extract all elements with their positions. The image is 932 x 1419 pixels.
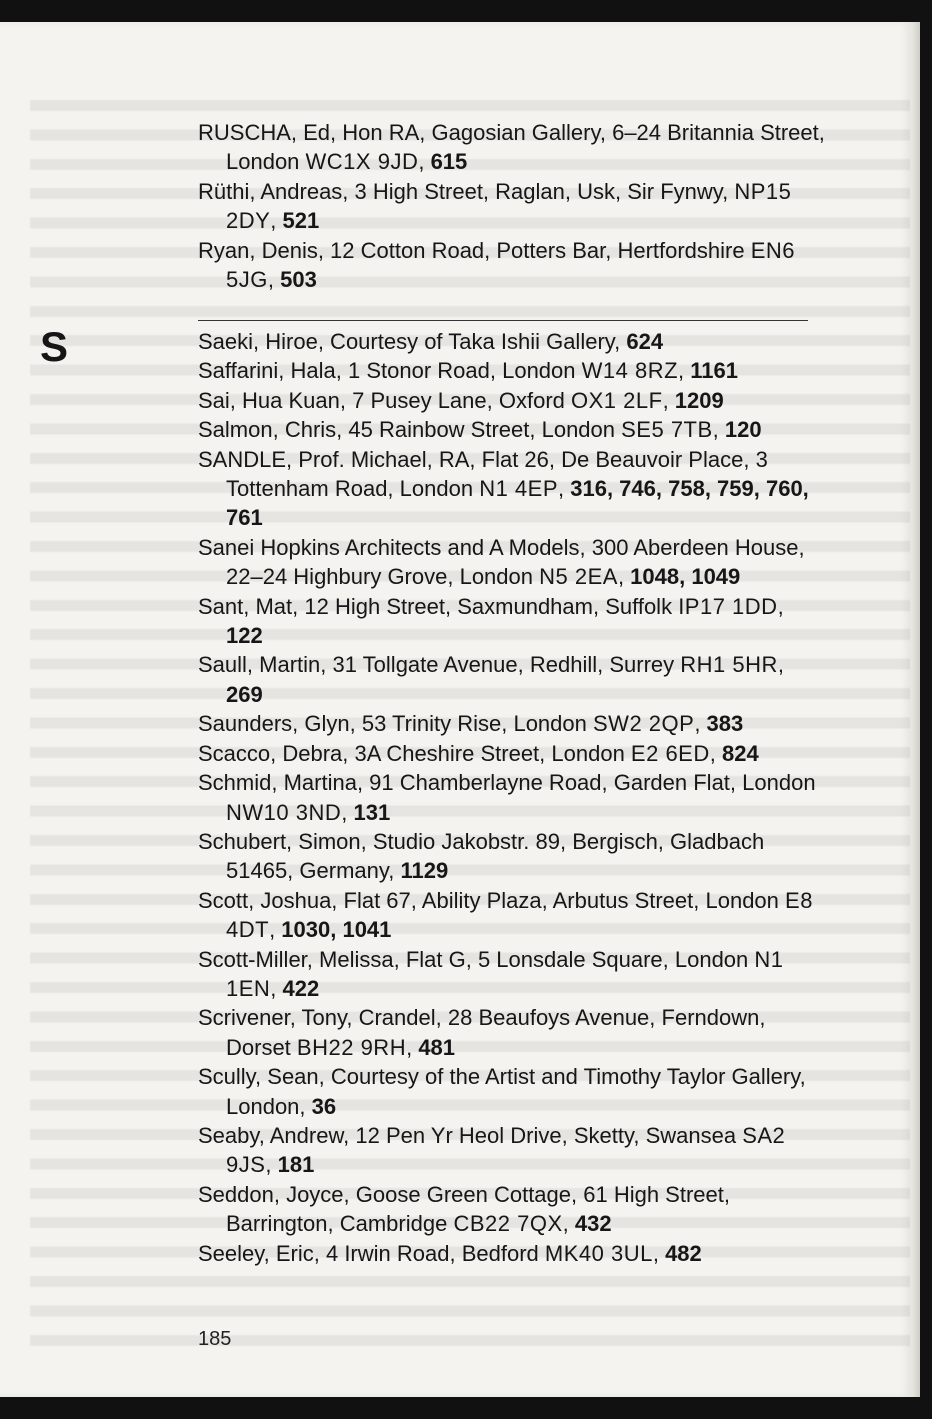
index-entry: [198, 1062, 818, 1121]
entry-postcode: CB22 7QX: [453, 1211, 563, 1237]
entry-pages: 521: [282, 208, 320, 234]
entry-text: Schubert, Simon, Studio Jakobstr. 89, Bergisch, Gladbach 51465, Germany,: [198, 828, 765, 884]
index-entry: Scrivener, Tony, Crandel, 28 Beaufoys Avenue, Ferndown, Dorset BH22 9RH, 481: [198, 1005, 766, 1060]
index-entry: Saull, Martin, 31 Tollgate Avenue, Redhill, Surrey RH1 5HR, 269: [198, 652, 785, 707]
entry-postcode: BH22 9RH: [296, 1034, 407, 1060]
entries-r-list: [198, 118, 838, 294]
entry-pages: 316, 746, 758, 759, 760, 761: [226, 476, 809, 531]
entry-text: Schmid, Martina, 91 Chamberlayne Road, Garden Flat, London: [198, 770, 816, 796]
page-edge: [912, 22, 920, 1397]
entry-postcode: NP15 2DY: [226, 178, 792, 234]
index-entry: Scott-Miller, Melissa, Flat G, 5 Lonsdale Square, London N1 1EN, 422: [198, 946, 784, 1001]
index-entry: Seddon, Joyce, Goose Green Cottage, 61 High Street, Barrington, Cambridge CB22 7QX, 432: [198, 1181, 730, 1237]
entry-pages: 482: [665, 1240, 702, 1266]
entry-text: Seeley, Eric, 4 Irwin Road, Bedford: [198, 1240, 545, 1266]
entry-postcode: N5 2EA: [539, 564, 618, 590]
entry-text: Saeki, Hiroe, Courtesy of Taka Ishii Gallery,: [198, 329, 627, 354]
entry-postcode: SE5 7TB: [621, 417, 713, 443]
entry-text: Scrivener, Tony, Crandel, 28 Beaufoys Avenue, Ferndown, Dorset: [198, 1005, 766, 1060]
entry-text: Scully, Sean, Courtesy of the Artist and Timothy Taylor Gallery, London,: [198, 1064, 806, 1119]
entry-postcode: N1 4EP: [479, 476, 559, 502]
entry-text: Ryan, Denis, 12 Cotton Road, Potters Bar, Hertfordshire: [198, 237, 751, 263]
index-entry: [198, 327, 818, 356]
entry-postcode: N1 1EN: [226, 946, 784, 1001]
entry-postcode: SA2 9JS: [226, 1122, 786, 1178]
entry-postcode: EN6 5JG: [226, 237, 796, 293]
entry-pages: 269: [226, 681, 263, 707]
entry-text: SANDLE, Prof. Michael, RA, Flat 26, De Beauvoir Place, 3 Tottenham Road, London: [198, 446, 768, 502]
entry-postcode: IP17 1DD: [678, 593, 778, 619]
entry-postcode: W14 8RZ: [581, 358, 679, 384]
entry-text: Salmon, Chris, 45 Rainbow Street, London: [198, 417, 622, 443]
index-entry: Scott, Joshua, Flat 67, Ability Plaza, Arbutus Street, London E8 4DT, 1030, 1041: [198, 887, 813, 943]
entry-postcode: MK40 3UL: [544, 1240, 653, 1266]
index-entry: RUSCHA, Ed, Hon RA, Gagosian Gallery, 6–24 Britannia Street, London WC1X 9JD, 615: [198, 120, 825, 175]
entry-pages: 181: [277, 1152, 315, 1178]
entry-postcode: NW10 3ND: [226, 799, 342, 825]
index-entry: Seeley, Eric, 4 Irwin Road, Bedford MK40 3UL, 482: [198, 1240, 702, 1266]
index-entry: SANDLE, Prof. Michael, RA, Flat 26, De Beauvoir Place, 3 Tottenham Road, London N1 4EP, 316, 746, 758, 759, 760, 761: [198, 446, 809, 531]
entry-pages: 36: [311, 1093, 337, 1119]
entry-text: Rüthi, Andreas, 3 High Street, Raglan, Usk, Sir Fynwy,: [198, 178, 735, 204]
entry-text: Saffarini, Hala, 1 Stonor Road, London: [198, 358, 582, 384]
entry-text: Scacco, Debra, 3A Cheshire Street, London: [198, 740, 631, 766]
entry-text: Saull, Martin, 31 Tollgate Avenue, Redhill, Surrey: [198, 652, 681, 678]
entry-pages: 422: [282, 975, 320, 1001]
entry-text: Sanei Hopkins Architects and A Models, 300 Aberdeen House, 22–24 Highbury Grove, London: [198, 534, 805, 590]
index-entry: Seaby, Andrew, 12 Pen Yr Heol Drive, Sketty, Swansea SA2 9JS, 181: [198, 1122, 786, 1178]
index-entry: Rüthi, Andreas, 3 High Street, Raglan, Usk, Sir Fynwy, NP15 2DY, 521: [198, 178, 792, 234]
entry-postcode: WC1X 9JD: [305, 149, 419, 175]
section-divider: [198, 320, 808, 321]
index-entry: Ryan, Denis, 12 Cotton Road, Potters Bar, Hertfordshire EN6 5JG, 503: [198, 237, 796, 293]
index-entry: Scacco, Debra, 3A Cheshire Street, London E2 6ED, 824: [198, 740, 759, 766]
section-letter: S: [40, 323, 69, 370]
entry-text: RUSCHA, Ed, Hon RA, Gagosian Gallery, 6–24 Britannia Street, London: [198, 120, 825, 175]
entry-text: Sant, Mat, 12 High Street, Saxmundham, Suffolk: [198, 593, 679, 619]
entry-text: Seddon, Joyce, Goose Green Cottage, 61 High Street, Barrington, Cambridge: [198, 1181, 730, 1237]
page-number: 185: [198, 1328, 232, 1350]
entry-pages: 481: [418, 1034, 456, 1060]
entry-pages: 1209: [674, 387, 724, 413]
entry-pages: 120: [724, 417, 762, 443]
index-entry: Sant, Mat, 12 High Street, Saxmundham, Suffolk IP17 1DD, 122: [198, 593, 784, 649]
entry-pages: 1129: [400, 858, 449, 884]
entry-postcode: RH1 5HR: [680, 652, 778, 678]
entry-pages: 503: [280, 267, 317, 293]
entry-pages: 1161: [690, 358, 739, 384]
index-entry: Schmid, Martina, 91 Chamberlayne Road, Garden Flat, London NW10 3ND, 131: [198, 770, 816, 825]
index-entry: Salmon, Chris, 45 Rainbow Street, London SE5 7TB, 120: [198, 417, 762, 443]
entry-pages: 432: [574, 1211, 612, 1237]
entry-pages: 131: [353, 799, 391, 825]
entries-s-list: [198, 327, 818, 1268]
entry-pages: 624: [626, 329, 664, 354]
entry-postcode: E8 4DT: [226, 887, 813, 943]
entry-text: Saunders, Glyn, 53 Trinity Rise, London: [198, 711, 593, 737]
entry-text: Scott-Miller, Melissa, Flat G, 5 Lonsdale Square, London: [198, 946, 755, 972]
entry-postcode: OX1 2LF: [571, 387, 663, 413]
index-entry: Sai, Hua Kuan, 7 Pusey Lane, Oxford OX1 2LF, 1209: [198, 387, 724, 413]
entry-pages: 122: [226, 623, 263, 649]
index-entry: Saunders, Glyn, 53 Trinity Rise, London SW2 2QP, 383: [198, 711, 744, 737]
entry-pages: 615: [430, 149, 468, 175]
entry-postcode: E2 6ED: [630, 740, 710, 766]
entry-pages: 1030, 1041: [281, 917, 392, 943]
index-entry: Saffarini, Hala, 1 Stonor Road, London W14 8RZ, 1161: [198, 358, 739, 384]
entry-text: Scott, Joshua, Flat 67, Ability Plaza, Arbutus Street, London: [198, 887, 786, 913]
entry-pages: 1048, 1049: [630, 564, 741, 590]
index-entry: [198, 827, 818, 886]
entry-pages: 383: [706, 711, 744, 737]
index-entry: Sanei Hopkins Architects and A Models, 300 Aberdeen House, 22–24 Highbury Grove, London N5 2EA, 1048, 1049: [198, 534, 805, 590]
entry-text: Seaby, Andrew, 12 Pen Yr Heol Drive, Sketty, Swansea: [198, 1122, 743, 1148]
entry-pages: 824: [721, 740, 759, 766]
entry-text: Sai, Hua Kuan, 7 Pusey Lane, Oxford: [198, 387, 572, 413]
entry-postcode: SW2 2QP: [593, 711, 695, 737]
